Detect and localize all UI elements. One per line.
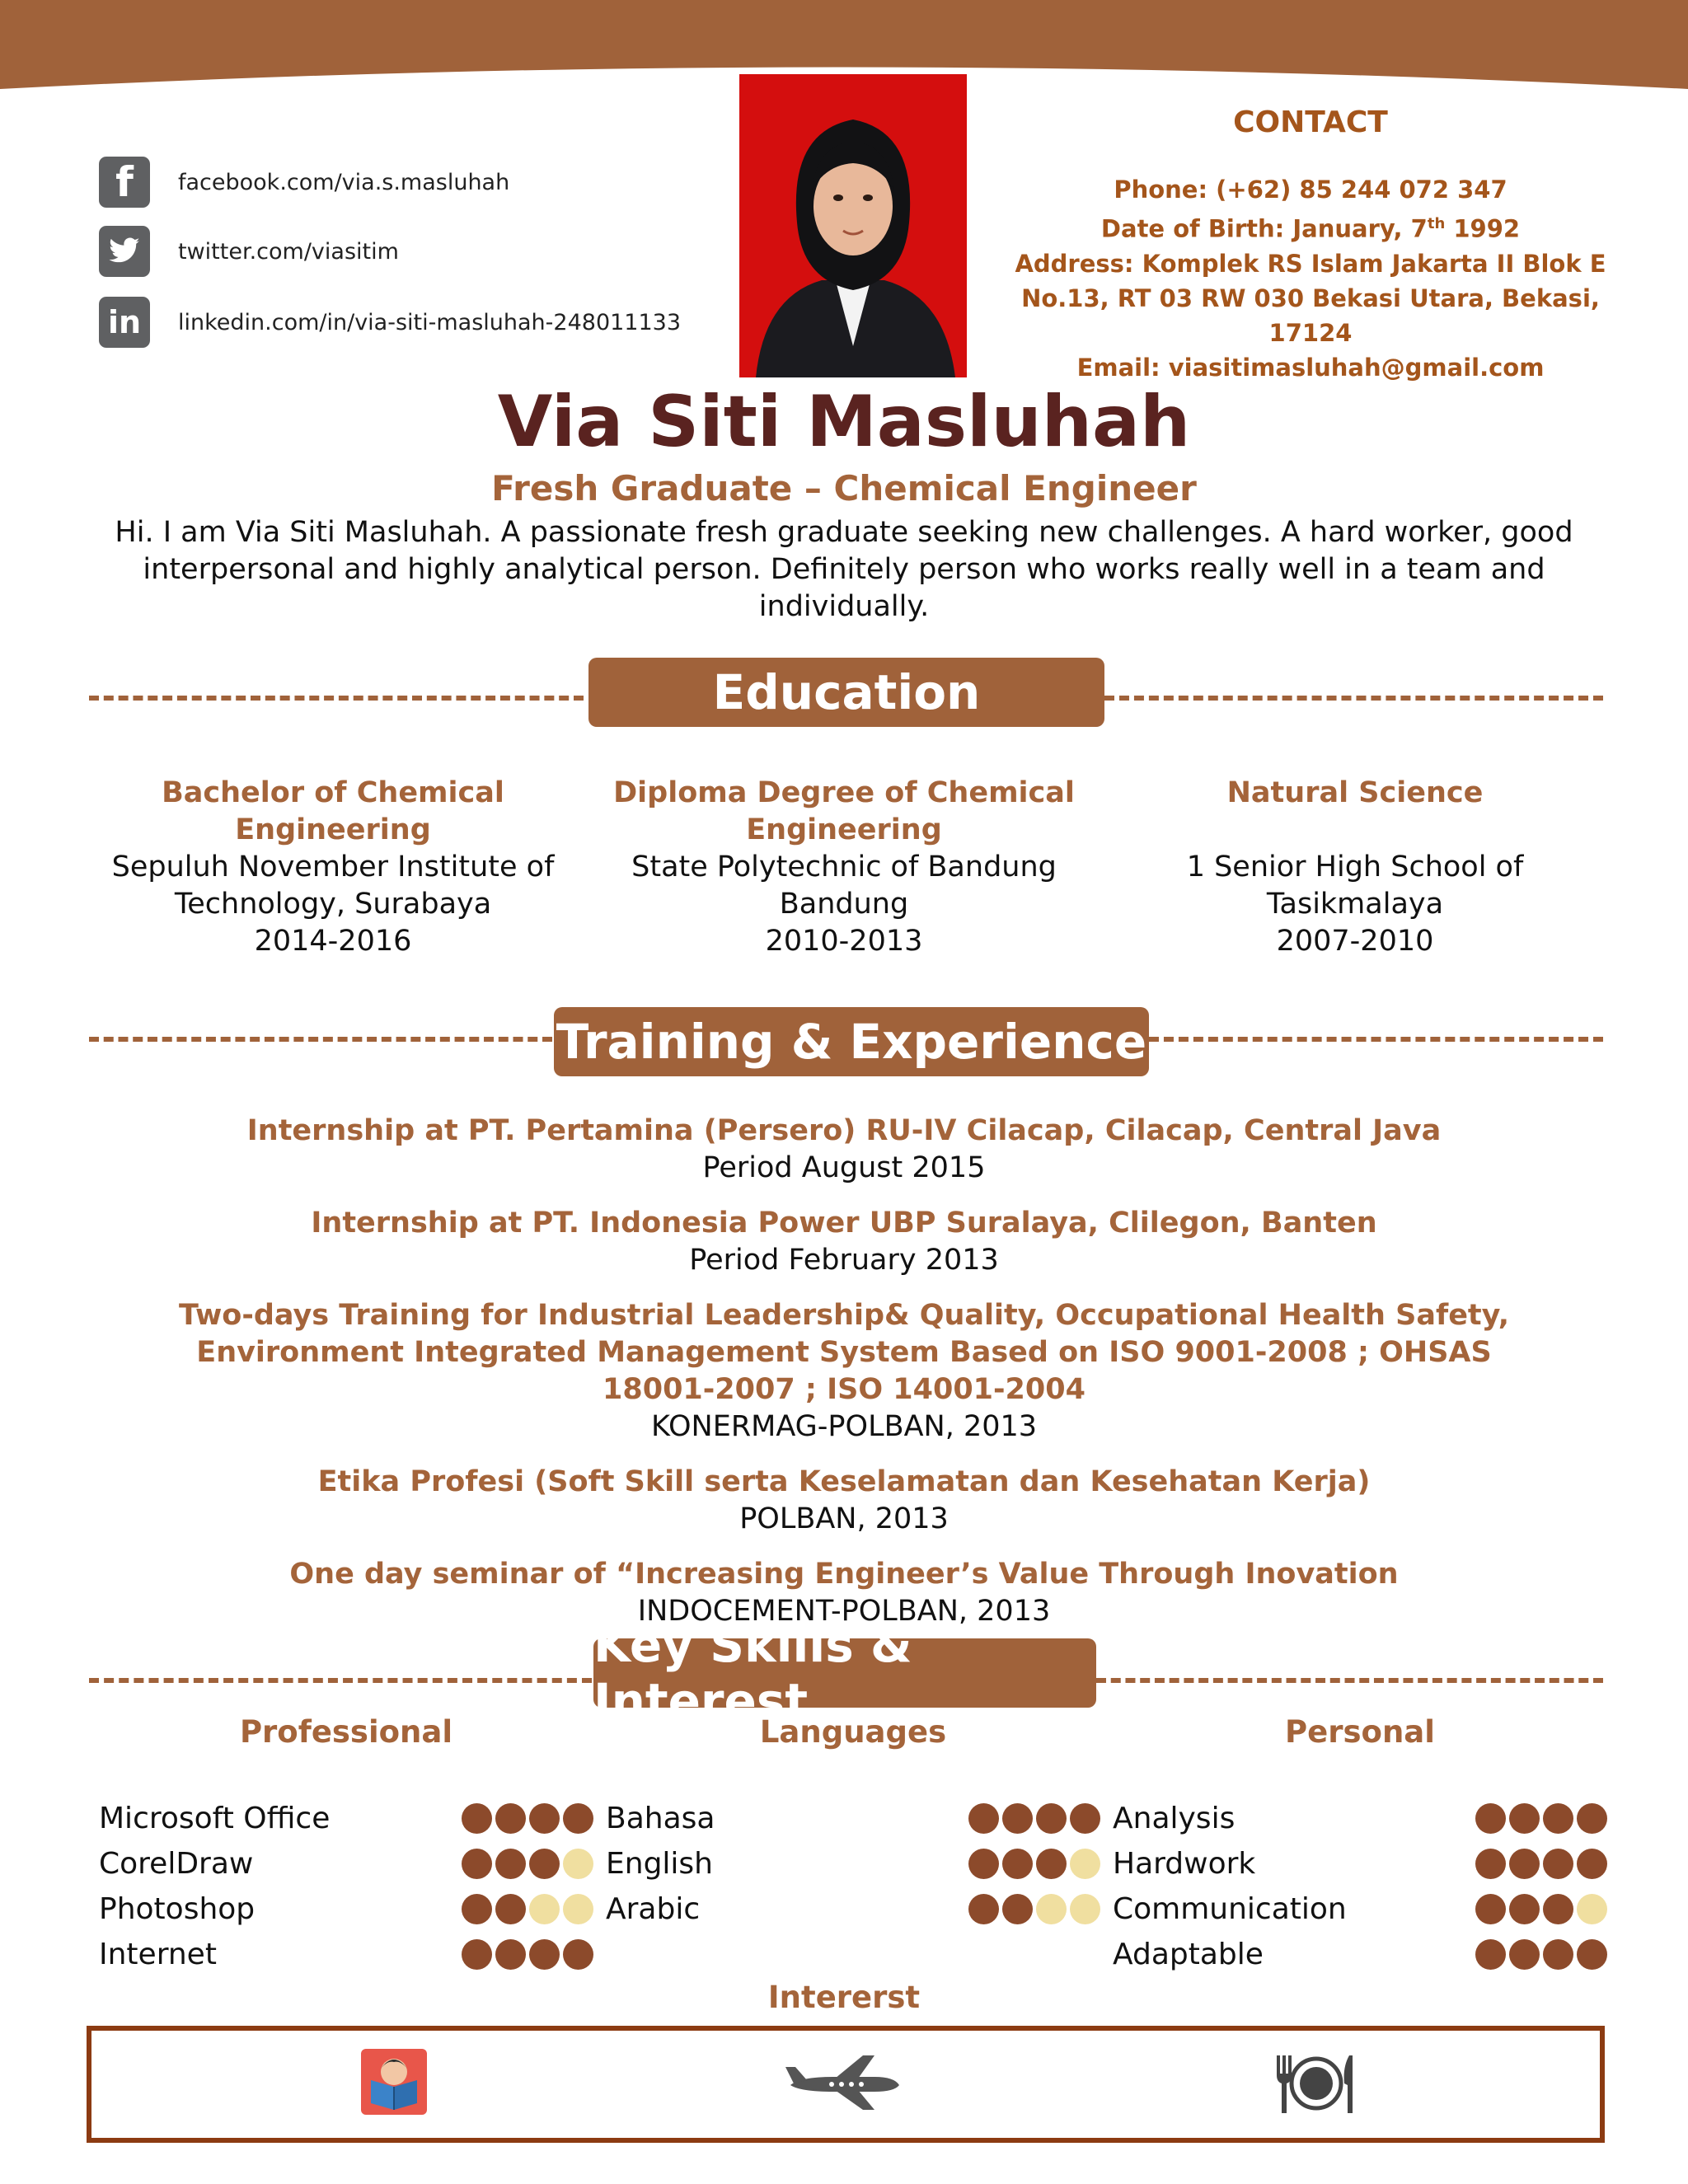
skill-rating — [968, 1849, 1100, 1879]
experience-item: Internship at PT. Indonesia Power UBP Suralaya, Clilegon, Banten Period February 2013 — [311, 1207, 1377, 1277]
rating-dot-empty — [529, 1894, 560, 1924]
rating-dot-filled — [495, 1939, 526, 1970]
rating-dot-filled — [1543, 1939, 1573, 1970]
section-divider — [89, 696, 584, 701]
rating-dot-filled — [529, 1939, 560, 1970]
education-item: Bachelor of Chemical Engineering Sepuluh November Institute of Technology, Surabaya 2014-2016 — [111, 776, 555, 958]
section-divider — [1096, 1678, 1603, 1683]
skill-row: Hardwork — [1113, 1844, 1607, 1885]
skill-rating — [462, 1849, 593, 1879]
skill-row: CorelDraw — [99, 1844, 593, 1885]
skill-row: Communication — [1113, 1889, 1607, 1930]
interest-box — [87, 2026, 1605, 2143]
skill-rating — [968, 1803, 1100, 1834]
contact-phone: Phone: (+62) 85 244 072 347 — [1114, 176, 1507, 204]
skill-row: Internet — [99, 1934, 593, 1975]
rating-dot-empty — [563, 1849, 593, 1879]
skill-rating — [1475, 1803, 1607, 1834]
dining-icon — [1270, 2050, 1361, 2120]
skill-rating — [968, 1894, 1100, 1924]
rating-dot-filled — [563, 1803, 593, 1834]
linkedin-link[interactable]: in linkedin.com/in/via-siti-masluhah-248011133 — [99, 297, 681, 348]
linkedin-icon: in — [99, 297, 150, 348]
rating-dot-empty — [563, 1894, 593, 1924]
skill-row: Analysis — [1113, 1798, 1607, 1840]
rating-dot-filled — [968, 1894, 999, 1924]
experience-item: Internship at PT. Pertamina (Persero) RU-IV Cilacap, Cilacap, Central Java Period August 2015 — [246, 1114, 1442, 1184]
reading-icon — [359, 2047, 429, 2120]
job-title: Fresh Graduate – Chemical Engineer — [491, 468, 1197, 509]
experience-item: One day seminar of “Increasing Engineer’s Value Through Inovation INDOCEMENT-POLBAN, 2013 — [289, 1558, 1399, 1628]
rating-dot-filled — [462, 1894, 492, 1924]
rating-dot-filled — [1543, 1849, 1573, 1879]
rating-dot-filled — [1509, 1894, 1540, 1924]
contact-title: CONTACT — [1233, 105, 1388, 139]
rating-dot-filled — [1475, 1894, 1506, 1924]
rating-dot-filled — [1509, 1939, 1540, 1970]
contact-address-2: No.13, RT 03 RW 030 Bekasi Utara, Bekasi, 17124 — [1021, 284, 1600, 347]
section-title-skills: Key Skills & Interest — [593, 1638, 1096, 1708]
rating-dot-filled — [1475, 1849, 1506, 1879]
skill-row: Bahasa — [606, 1798, 1100, 1840]
skill-rating — [1475, 1849, 1607, 1879]
section-title-education: Education — [588, 658, 1104, 727]
section-divider — [89, 1678, 592, 1683]
rating-dot-filled — [495, 1894, 526, 1924]
rating-dot-filled — [1002, 1803, 1033, 1834]
rating-dot-filled — [1577, 1939, 1607, 1970]
summary-text: Hi. I am Via Siti Masluhah. A passionate fresh graduate seeking new challenges. A hard worker, good interpersonal and highly analytical person. Definitely person who works really well in a team and individually. — [115, 516, 1573, 623]
skill-rating — [462, 1894, 593, 1924]
skill-row: Photoshop — [99, 1889, 593, 1930]
experience-item: Etika Profesi (Soft Skill serta Keselamatan dan Kesehatan Kerja) POLBAN, 2013 — [317, 1465, 1371, 1535]
section-divider — [89, 1037, 552, 1042]
rating-dot-filled — [1036, 1849, 1067, 1879]
rating-dot-filled — [1475, 1803, 1506, 1834]
rating-dot-empty — [1577, 1894, 1607, 1924]
education-item: Diploma Degree of Chemical Engineering State Polytechnic of Bandung Bandung 2010-2013 — [613, 776, 1075, 958]
section-divider — [1149, 1037, 1603, 1042]
rating-dot-filled — [1543, 1803, 1573, 1834]
rating-dot-empty — [1070, 1894, 1100, 1924]
rating-dot-filled — [1543, 1894, 1573, 1924]
skill-rating — [1475, 1939, 1607, 1970]
rating-dot-filled — [1577, 1849, 1607, 1879]
skill-row: Microsoft Office — [99, 1798, 593, 1840]
rating-dot-filled — [1070, 1803, 1100, 1834]
twitter-link[interactable]: twitter.com/viasitim — [99, 226, 399, 277]
rating-dot-filled — [529, 1803, 560, 1834]
rating-dot-filled — [462, 1939, 492, 1970]
rating-dot-filled — [1509, 1849, 1540, 1879]
rating-dot-filled — [529, 1849, 560, 1879]
skill-row: English — [606, 1844, 1100, 1885]
rating-dot-filled — [563, 1939, 593, 1970]
skill-row: Adaptable — [1113, 1934, 1607, 1975]
contact-address-1: Address: Komplek RS Islam Jakarta II Blok E — [1015, 249, 1606, 278]
facebook-link[interactable]: f facebook.com/via.s.masluhah — [99, 157, 509, 208]
education-item: Natural Science 1 Senior High School of Tasikmalaya 2007-2010 — [1186, 776, 1524, 958]
contact-block — [1014, 105, 1607, 385]
airplane-icon — [784, 2052, 904, 2116]
interest-title: Intererst — [767, 1980, 921, 2015]
experience-list — [82, 1113, 1606, 1648]
section-divider — [1104, 696, 1603, 701]
rating-dot-filled — [1577, 1803, 1607, 1834]
facebook-icon: f — [99, 157, 150, 208]
twitter-icon — [99, 226, 150, 277]
rating-dot-filled — [495, 1803, 526, 1834]
rating-dot-filled — [462, 1849, 492, 1879]
section-title-experience: Training & Experience — [554, 1007, 1149, 1076]
rating-dot-empty — [1070, 1849, 1100, 1879]
rating-dot-filled — [1002, 1894, 1033, 1924]
contact-dob: Date of Birth: January, 7th 1992 — [1100, 214, 1521, 243]
rating-dot-filled — [1475, 1939, 1506, 1970]
rating-dot-filled — [1036, 1803, 1067, 1834]
skill-rating — [1475, 1894, 1607, 1924]
rating-dot-filled — [495, 1849, 526, 1879]
skill-rating — [462, 1803, 593, 1834]
rating-dot-filled — [1509, 1803, 1540, 1834]
skill-row: Arabic — [606, 1889, 1100, 1930]
rating-dot-filled — [1002, 1849, 1033, 1879]
skill-rating — [462, 1939, 593, 1970]
contact-email[interactable]: Email: viasitimasluhah@gmail.com — [1076, 353, 1545, 382]
rating-dot-filled — [462, 1803, 492, 1834]
profile-photo — [739, 74, 967, 377]
rating-dot-filled — [968, 1849, 999, 1879]
experience-item: Two-days Training for Industrial Leadership& Quality, Occupational Health Safety, Environment Integrated Management System Based on ISO 9001-2008 ; OHSAS 18001-2007 ; ISO 14001-2004 KONERMAG-POLBAN, 2013 — [178, 1299, 1510, 1443]
rating-dot-filled — [968, 1803, 999, 1834]
rating-dot-empty — [1036, 1894, 1067, 1924]
person-name: Via Siti Masluhah — [497, 381, 1191, 463]
